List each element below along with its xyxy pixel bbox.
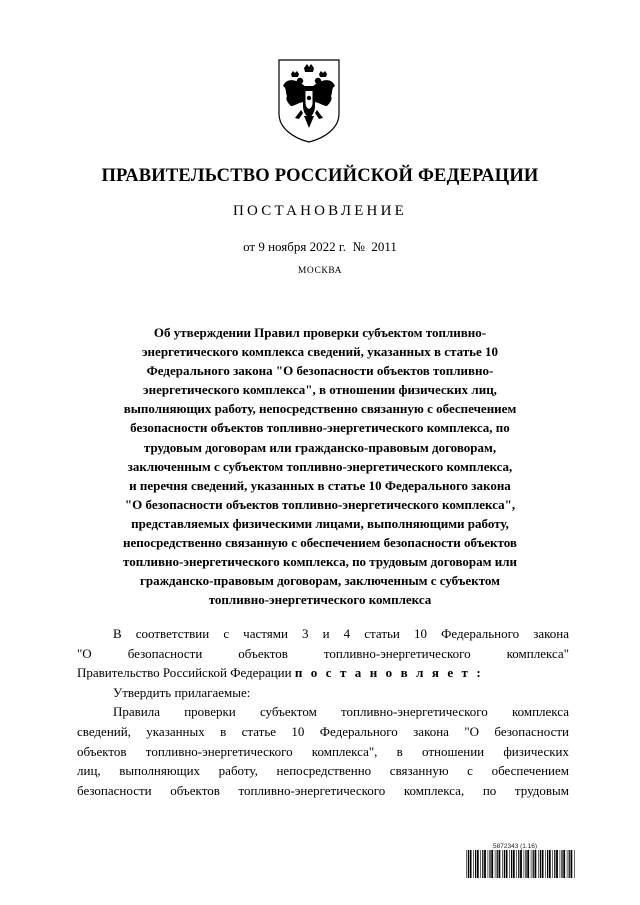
document-code: 5872343 (1.16) — [493, 843, 538, 850]
title-line: непосредственно связанную с обеспечением безопасности объектов — [123, 535, 517, 551]
state-emblem-icon — [277, 58, 341, 144]
title-line: и перечня сведений, указанных в статье 10 Федерального закона — [129, 477, 511, 493]
document-date-number: от 9 ноября 2022 г. № 2011 — [243, 239, 397, 254]
decree-keyword: п о с т а н о в л я е т : — [294, 665, 484, 681]
document-type: ПОСТАНОВЛЕНИЕ — [233, 203, 407, 219]
body-line: Правила проверки субъектом топливно-энергетического комплекса — [113, 704, 569, 720]
body-line: сведений, указанных в статье 10 Федерального закона "О безопасности — [77, 723, 569, 739]
body-line: Утвердить прилагаемые: — [113, 684, 251, 700]
title-line: топливно-энергетического комплекса, по трудовым договорам или — [123, 554, 517, 570]
body-line: объектов топливно-энергетического комплекса", в отношении физических — [77, 743, 569, 759]
body-line: безопасности объектов топливно-энергетического комплекса, по трудовым — [77, 782, 569, 798]
title-line: представляемых физическими лицами, выполняющими работу, — [131, 515, 509, 531]
title-line: Федерального закона "О безопасности объектов топливно- — [146, 363, 494, 379]
title-line: гражданско-правовым договорам, заключенным с субъектом — [139, 573, 501, 589]
title-line: топливно-энергетического комплекса — [208, 592, 432, 608]
body-text: Правительство Российской Федерации — [77, 665, 295, 681]
government-name: ПРАВИТЕЛЬСТВО РОССИЙСКОЙ ФЕДЕРАЦИИ — [101, 166, 539, 186]
body-line: "О безопасности объектов топливно-энергетического комплекса" — [77, 645, 569, 661]
title-line: Об утверждении Правил проверки субъектом топливно- — [153, 325, 487, 340]
barcode-icon — [466, 850, 576, 878]
body-line: лиц, выполняющих работу, непосредственно связанную с обеспечением — [77, 763, 569, 779]
city: МОСКВА — [297, 266, 343, 276]
title-line: выполняющих работу, непосредственно связанную с обеспечением — [123, 401, 517, 417]
document-title — [60, 323, 580, 609]
body-line — [77, 663, 569, 683]
title-line: заключенным с субъектом топливно-энергетического комплекса, — [127, 458, 513, 474]
document-body — [77, 624, 569, 800]
title-line: безопасности объектов топливно-энергетического комплекса, по — [130, 420, 510, 436]
body-line: В соответствии с частями 3 и 4 статьи 10 Федерального закона — [113, 626, 569, 641]
title-line: энергетического комплекса сведений, указанных в статье 10 — [141, 344, 499, 360]
title-line: "О безопасности объектов топливно-энергетического комплекса", — [124, 496, 516, 512]
title-line: трудовым договорам или гражданско-правовым договорам, — [143, 439, 497, 455]
title-line: энергетического комплекса", в отношении физических лиц, — [143, 382, 497, 398]
